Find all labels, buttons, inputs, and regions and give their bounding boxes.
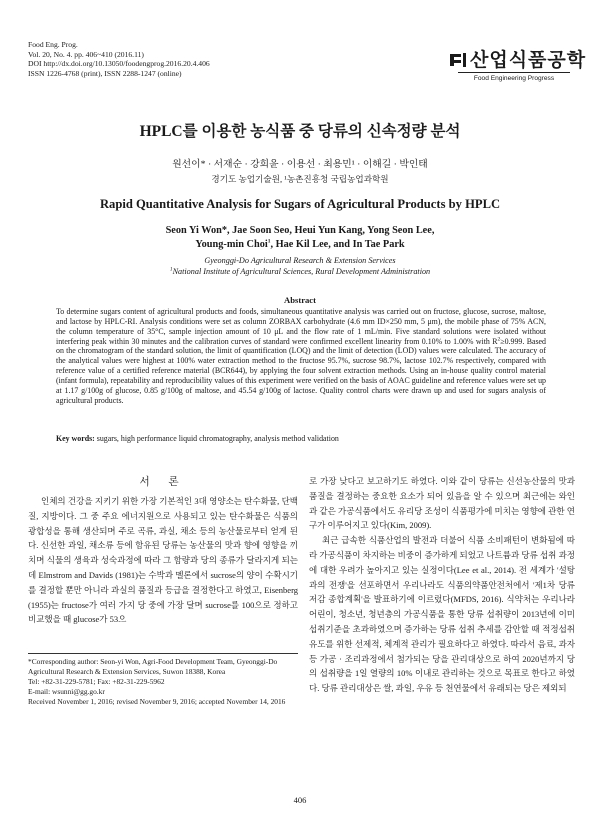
footnote-phone: Tel: +82-31-229-5781; Fax: +82-31-229-5962 [28, 677, 165, 687]
authors-rest: , Hae Kil Lee, and In Tae Park [270, 238, 405, 250]
english-title: Rapid Quantitative Analysis for Sugars of Agricultural Products by HPLC [99, 197, 501, 211]
abstract-text-b: ≥0.999. Based on the chromatogram of the standard solution, the limit of quantification (LOQ) and the limit of detection (LOD) values were calculated. The accuracy of the analytical values were highest at 100% water extraction method to the fructose 95.7%, sucrose 98.7%, lactose 102.7% respectively, compared with reference value of a certified reference material (BCR644), by applying the four solvent extraction methods. Using an in-house quality control material (infant formula), repeatability and reproducibility values of this experiment were verified on the basis of AOAC guideline and reference values were set up at 1.17 g/100g of glucose, 0.85 g/100g of maltose, and 45.54 g/100g of lactose. Quality control charts were drawn up and used for sugars analysis of agricultural products. [56, 336, 546, 405]
author-choi-sup: 1 [267, 238, 271, 245]
left-column [28, 494, 298, 627]
journal-name: Food Eng. Prog. [28, 40, 78, 49]
keywords-label: Key words: [56, 434, 95, 443]
journal-doi: DOI http://dx.doi.org/10.13050/foodengprog.2016.20.4.406 [28, 59, 210, 69]
journal-logo-icon [448, 50, 468, 70]
footnote-email: E-mail: wsunni@gg.go.kr [28, 687, 105, 697]
intro-heading: 서 론 [139, 477, 187, 488]
abstract-heading: Abstract [284, 295, 316, 305]
affiliation-sup: 1 [169, 265, 173, 272]
footnote-corresponding: *Corresponding author: Seon-yi Won, Agri-Food Development Team, Gyeonggi-Do Agricultural Research & Extension Services, Suwon 18388, Korea [28, 657, 278, 677]
keywords-text: sugars, high performance liquid chromatography, analysis method validation [94, 434, 339, 443]
keywords [56, 434, 546, 443]
korean-authors: 원선이* · 서재순 · 강희윤 · 이용선 · 최용민¹ · 이해길 · 박인태 [172, 159, 428, 170]
english-affiliation-line1: Gyeonggi-Do Agricultural Research & Extension Services [204, 256, 396, 265]
korean-affiliation: 경기도 농업기술원, ¹농촌진흥청 국립농업과학원 [211, 174, 389, 184]
english-authors [0, 224, 600, 252]
journal-logo [448, 44, 587, 94]
footnote-dates: Received November 1, 2016; revised November 9, 2016; accepted November 14, 2016 [28, 697, 286, 707]
footnote [28, 657, 298, 707]
journal-logo-title: 산업식품공학 [470, 50, 587, 71]
right-column [309, 474, 575, 696]
page-number: 406 [293, 795, 307, 805]
intro-paragraph-1-cont: 로 가장 낮다고 보고하기도 하였다. 이와 같이 당류는 신선농산물의 맛과 품질을 결정하는 중요한 요소가 되어 있음을 알 수 있으며 최근에는 와인과 같은 가공식품에서도 유리당 조성이 식품평가에 미치는 영향에 관한 연구가 이루어지고 있다(Kim, 2009). [309, 476, 575, 531]
journal-issn: ISSN 1226-4768 (print), ISSN 2288-1247 (online) [28, 68, 182, 78]
abstract-text-a: To determine sugars content of agricultural products and foods, simultaneous quantitative analysis was carried out on fructose, glucose, sucrose, maltose, and lactose by HPLC-RI. Analysis conditions were set as column ZORBAX carbohydrate (4.6 mm ID×250 mm, 5 μm), the mobile phase of 75% ACN, the column temperature of 35°C, sample injection amount of 10 μL and the flow rate of 1 mL/min. Five standard solutions were isolated without interfering peak within 30 minutes and the calibration curves of standard were confirmed excellent linearity from 0.10% to 1.00% with R [56, 307, 546, 346]
intro-paragraph-1: 인체의 건강을 지키기 위한 가장 기본적인 3대 영양소는 탄수화물, 단백질, 지방이다. 그 중 주요 에너지원으로 사용되고 있는 탄수화물은 식품의 광합성을 통해 생산되며 주로 곡류, 과실, 채소 등의 농산물로부터 얻게 된다. 신선한 과일, 채소류 등에 함유된 당류는 농산물의 맛과 향에 영향을 끼치며 식물의 생육과 성숙과정에 따라 그 함량과 당의 종류가 달라지게 되는데 Elmstrom and Davids (1981)는 수박과 멜론에서 sucrose의 양이 수확시기를 결정할 뿐만 아니라 과실의 품질과 등급을 결정한다고 하였고, Eisenberg (1955)는 fructose가 여러 가지 당 중에 가장 달며 sucrose를 100으로 정하고 비교했을 때 glucose가 53으 [28, 496, 298, 625]
english-authors-line2 [0, 238, 600, 252]
author-choi: Young-min Choi [195, 238, 268, 250]
abstract-body [56, 307, 546, 406]
footnote-rule [28, 653, 298, 654]
affiliation-rda: National Institute of Agricultural Sciences, Rural Development Administration [172, 266, 431, 276]
english-affiliation [0, 256, 600, 277]
korean-title: HPLC를 이용한 농식품 중 당류의 신속정량 분석 [139, 123, 461, 140]
abstract-superscript: 2 [497, 335, 501, 342]
journal-meta [28, 40, 210, 78]
journal-logo-subtitle: Food Engineering Progress [458, 72, 570, 82]
intro-paragraph-2: 최근 급속한 식품산업의 발전과 더불어 식품 소비패턴이 변화됨에 따라 가공식품이 차지하는 비중이 증가하게 되었고 나트륨과 당류 섭취 과정에 대한 우려가 높아지고 있는 실정이다(Lee et al., 2014). 전 세계가 '설탕과의 전쟁'을 선포하면서 우리나라도 식품의약품안전처에서 '제1차 당류 저감 종합계획'을 발표하기에 이르렀다(MFDS, 2016). 식약처는 우리나라 어린이, 청소년, 청년층의 가공식품을 통한 당류 섭취량이 2013년에 이미 섭취기준을 초과하였으며 증가하는 당류 섭취 추세를 감안할 때 적정섭취 유도를 위한 선제적, 체계적 관리가 필요하다고 하였다. 따라서 음료, 과자 등 가공 · 조리과정에서 첨가되는 당을 관리대상으로 하여 2020년까지 당의 섭취량을 1일 열량의 10% 이내로 관리하는 것으로 목표로 한다고 하였다. 당류 관리대상은 쌀, 과일, 우유 등 천연물에서 유래되는 당은 제외되 [309, 535, 575, 694]
english-affiliation-line2 [0, 267, 600, 278]
journal-volume: Vol. 20, No. 4. pp. 406~410 (2016.11) [28, 49, 144, 59]
english-authors-line1: Seon Yi Won*, Jae Soon Seo, Heui Yun Kang, Yong Seon Lee, [165, 225, 435, 236]
